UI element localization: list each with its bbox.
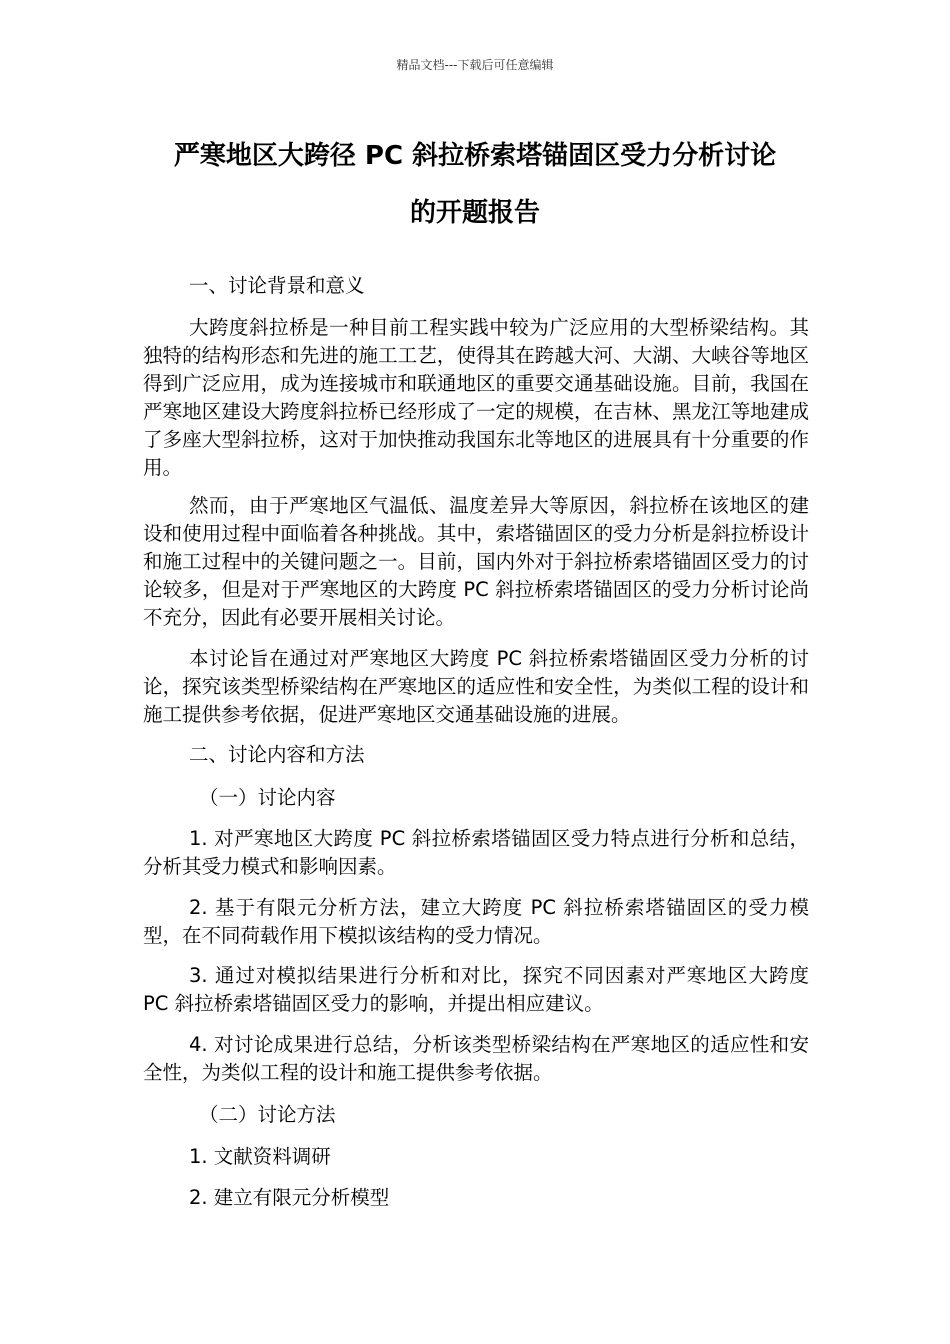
section-2-sub-heading-method: （二）讨论方法 bbox=[199, 1103, 336, 1126]
section-1-paragraph-2: 然而，由于严寒地区气温低、温度差异大等原因，斜拉桥在该地区的建设和使用过程中面临着各种挑战。其中，索塔锚固区的受力分析是斜拉桥设计和施工过程中的关键问题之一。目前，国内外对于斜拉桥索塔锚固区受力的讨论较多，但是对于严寒地区的大跨度 PC 斜拉桥索塔锚固区的受力分析讨论尚不充分，因此有必要开展相关讨论。 bbox=[143, 494, 809, 629]
section-1-paragraph-3: 本讨论旨在通过对严寒地区大跨度 PC 斜拉桥索塔锚固区受力分析的讨论，探究该类型桥梁结构在严寒地区的适应性和安全性，为类似工程的设计和施工提供参考依据，促进严寒地区交通基础设施的进展。 bbox=[143, 647, 809, 726]
content-item-1: 1. 对严寒地区大跨度 PC 斜拉桥索塔锚固区受力特点进行分析和总结，分析其受力模式和影响因素。 bbox=[143, 827, 809, 878]
content-item-2: 2. 基于有限元分析方法，建立大跨度 PC 斜拉桥索塔锚固区的受力模型，在不同荷载作用下模拟该结构的受力情况。 bbox=[143, 896, 809, 947]
section-2-heading: 二、讨论内容和方法 bbox=[189, 743, 365, 766]
document-title-line1: 严寒地区大跨径 PC 斜拉桥索塔锚固区受力分析讨论 bbox=[173, 141, 777, 171]
method-item-1: 1. 文献资料调研 bbox=[189, 1145, 331, 1168]
content-item-4: 4. 对讨论成果进行总结，分析该类型桥梁结构在严寒地区的适应性和安全性，为类似工程的设计和施工提供参考依据。 bbox=[143, 1033, 809, 1084]
section-1-paragraph-1: 大跨度斜拉桥是一种目前工程实践中较为广泛应用的大型桥梁结构。其独特的结构形态和先进的施工工艺，使得其在跨越大河、大湖、大峡谷等地区得到广泛应用，成为连接城市和联通地区的重要交通基础设施。目前，我国在严寒地区建设大跨度斜拉桥已经形成了一定的规模，在吉林、黑龙江等地建成了多座大型斜拉桥，这对于加快推动我国东北等地区的进展具有十分重要的作用。 bbox=[143, 316, 809, 479]
header-note: 精品文档---下载后可任意编辑 bbox=[396, 58, 554, 72]
content-item-3: 3. 通过对模拟结果进行分析和对比，探究不同因素对严寒地区大跨度 PC 斜拉桥索塔锚固区受力的影响，并提出相应建议。 bbox=[143, 964, 809, 1015]
method-item-2: 2. 建立有限元分析模型 bbox=[189, 1186, 390, 1209]
section-2-sub-heading-content: （一）讨论内容 bbox=[199, 786, 336, 809]
section-1-heading: 一、讨论背景和意义 bbox=[189, 274, 365, 297]
document-title-line2: 的开题报告 bbox=[409, 198, 540, 228]
